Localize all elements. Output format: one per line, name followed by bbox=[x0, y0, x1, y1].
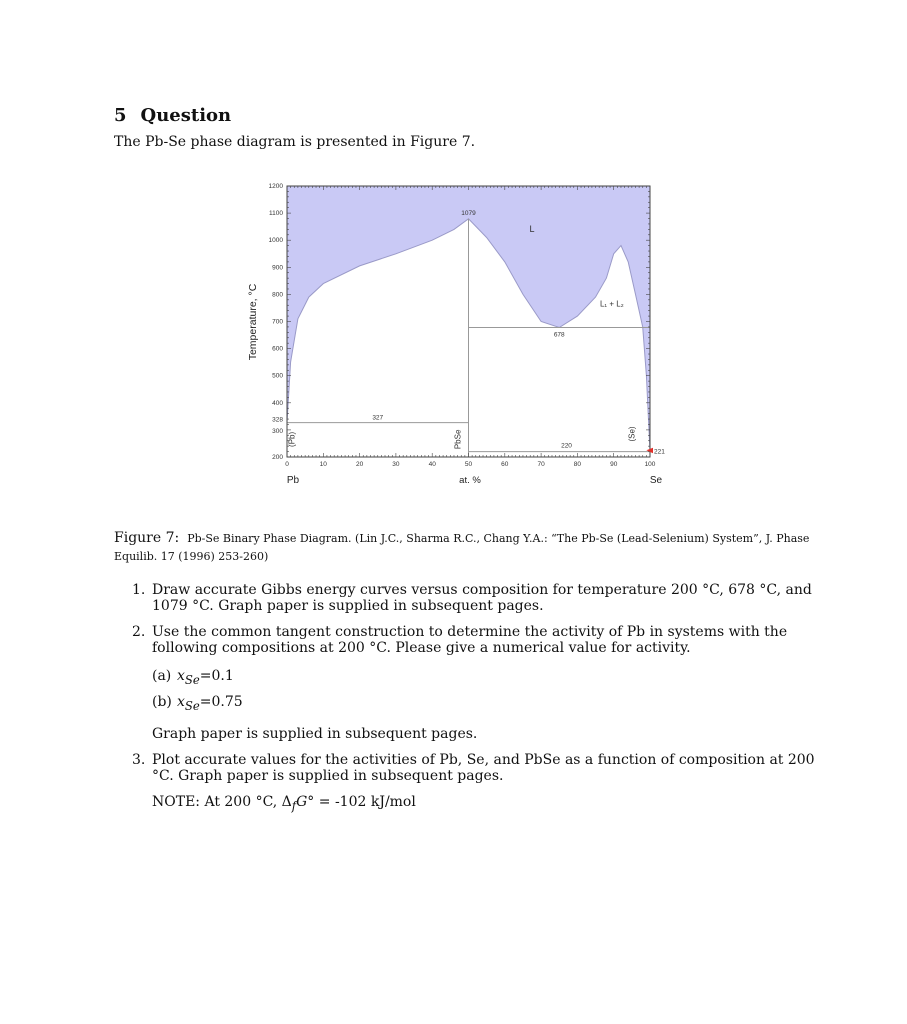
question-3 bbox=[132, 752, 827, 814]
two-liquids-label: L₁ + L₂ bbox=[599, 299, 624, 309]
y-tick-label: 900 bbox=[272, 264, 283, 272]
phase-diagram-plot bbox=[247, 183, 665, 486]
compound-label: PbSe bbox=[453, 429, 463, 450]
x-tick-label: 20 bbox=[355, 461, 364, 468]
y-tick-label: 300 bbox=[272, 427, 283, 435]
x-tick-label: 100 bbox=[644, 461, 656, 468]
note-value: = -102 kJ/mol bbox=[314, 793, 416, 810]
question-2b-label: (b) bbox=[152, 693, 172, 710]
x-tick-label: 10 bbox=[319, 461, 327, 468]
component-left-label: Pb bbox=[286, 475, 300, 486]
question-1 bbox=[132, 582, 827, 614]
question-2a-label: (a) bbox=[152, 668, 172, 684]
x-tick-label: 0 bbox=[285, 461, 289, 468]
y-tick-label: 328 bbox=[272, 416, 283, 424]
question-2 bbox=[132, 624, 827, 742]
eutectic-pb-label: 327 bbox=[372, 414, 384, 422]
gibbs-symbol: $_f$G° bbox=[291, 793, 315, 813]
question-3-note bbox=[152, 794, 827, 814]
se-phase-label: (Se) bbox=[627, 426, 637, 442]
figure-label: Figure 7: bbox=[114, 530, 180, 546]
x-se-symbol: $x_{Se}$ bbox=[177, 693, 200, 713]
y-tick-label: 200 bbox=[272, 454, 283, 461]
figure-caption bbox=[114, 530, 824, 563]
question-2-number: 2. bbox=[132, 624, 146, 640]
question-2a bbox=[152, 668, 827, 688]
se-melt-label: 221 bbox=[654, 448, 665, 456]
y-tick-label: 700 bbox=[272, 318, 283, 326]
intro-text: The Pb-Se phase diagram is presented in Figure 7. bbox=[114, 134, 476, 150]
x-tick-label: 60 bbox=[501, 461, 509, 468]
y-tick-label: 800 bbox=[272, 291, 283, 299]
x-tick-label: 30 bbox=[392, 461, 400, 468]
section-number: 5 bbox=[114, 105, 127, 126]
x-tick-label: 40 bbox=[428, 461, 436, 468]
question-2-text: Use the common tangent construction to determine the activity of Pb in systems with the following compositions at 200 °C. Please give a numerical value for activity. bbox=[152, 624, 788, 656]
x-se-symbol: $x_{Se}$ bbox=[177, 668, 200, 687]
y-tick-label: 600 bbox=[272, 345, 283, 353]
pb-phase-label: (Pb) bbox=[287, 431, 297, 447]
question-2b-value: =0.75 bbox=[199, 693, 243, 710]
question-1-text: Draw accurate Gibbs energy curves versus composition for temperature 200 °C, 678 °C, and 1079 °C. Graph paper is supplied in subsequent pages. bbox=[152, 582, 812, 614]
y-tick-label: 1000 bbox=[268, 237, 283, 245]
x-tick-label: 70 bbox=[537, 461, 545, 468]
question-3-number: 3. bbox=[132, 751, 146, 768]
x-axis-title: at. % bbox=[459, 475, 481, 486]
x-tick-label: 80 bbox=[573, 461, 582, 468]
question-2-graph-note: Graph paper is supplied in subsequent pages. bbox=[152, 725, 478, 742]
liquid-label: L bbox=[529, 224, 535, 235]
y-tick-label: 500 bbox=[272, 372, 283, 380]
question-2-subitems bbox=[152, 668, 827, 714]
figure-caption-text: Pb-Se Binary Phase Diagram. (Lin J.C., Sharma R.C., Chang Y.A.: “The Pb-Se (Lead-Selenium) System”, J. Phase Equilib. 17 (1996) 253-260) bbox=[114, 532, 810, 563]
max-temp-label: 1079 bbox=[461, 209, 476, 217]
question-list bbox=[132, 582, 827, 823]
component-right-label: Se bbox=[649, 475, 663, 486]
section-title: Question bbox=[140, 105, 232, 126]
x-tick-label: 90 bbox=[610, 461, 618, 468]
y-tick-label: 1200 bbox=[268, 183, 283, 190]
y-tick-label: 400 bbox=[272, 399, 283, 407]
y-tick-label: 1100 bbox=[269, 210, 283, 218]
question-3-text: Plot accurate values for the activities of Pb, Se, and PbSe as a function of composition at 200 °C. Graph paper is supplied in subsequent pages. bbox=[152, 751, 815, 784]
eutectic-se-label: 220 bbox=[561, 442, 572, 450]
x-tick-label: 50 bbox=[464, 461, 473, 468]
monotectic-label: 678 bbox=[553, 331, 565, 339]
question-2a-value: =0.1 bbox=[199, 668, 234, 684]
y-axis-title: Temperature, °C bbox=[247, 283, 259, 361]
note-prefix: NOTE: At 200 °C, Δ bbox=[152, 793, 292, 810]
question-2b bbox=[152, 694, 827, 714]
question-1-number: 1. bbox=[132, 582, 146, 598]
